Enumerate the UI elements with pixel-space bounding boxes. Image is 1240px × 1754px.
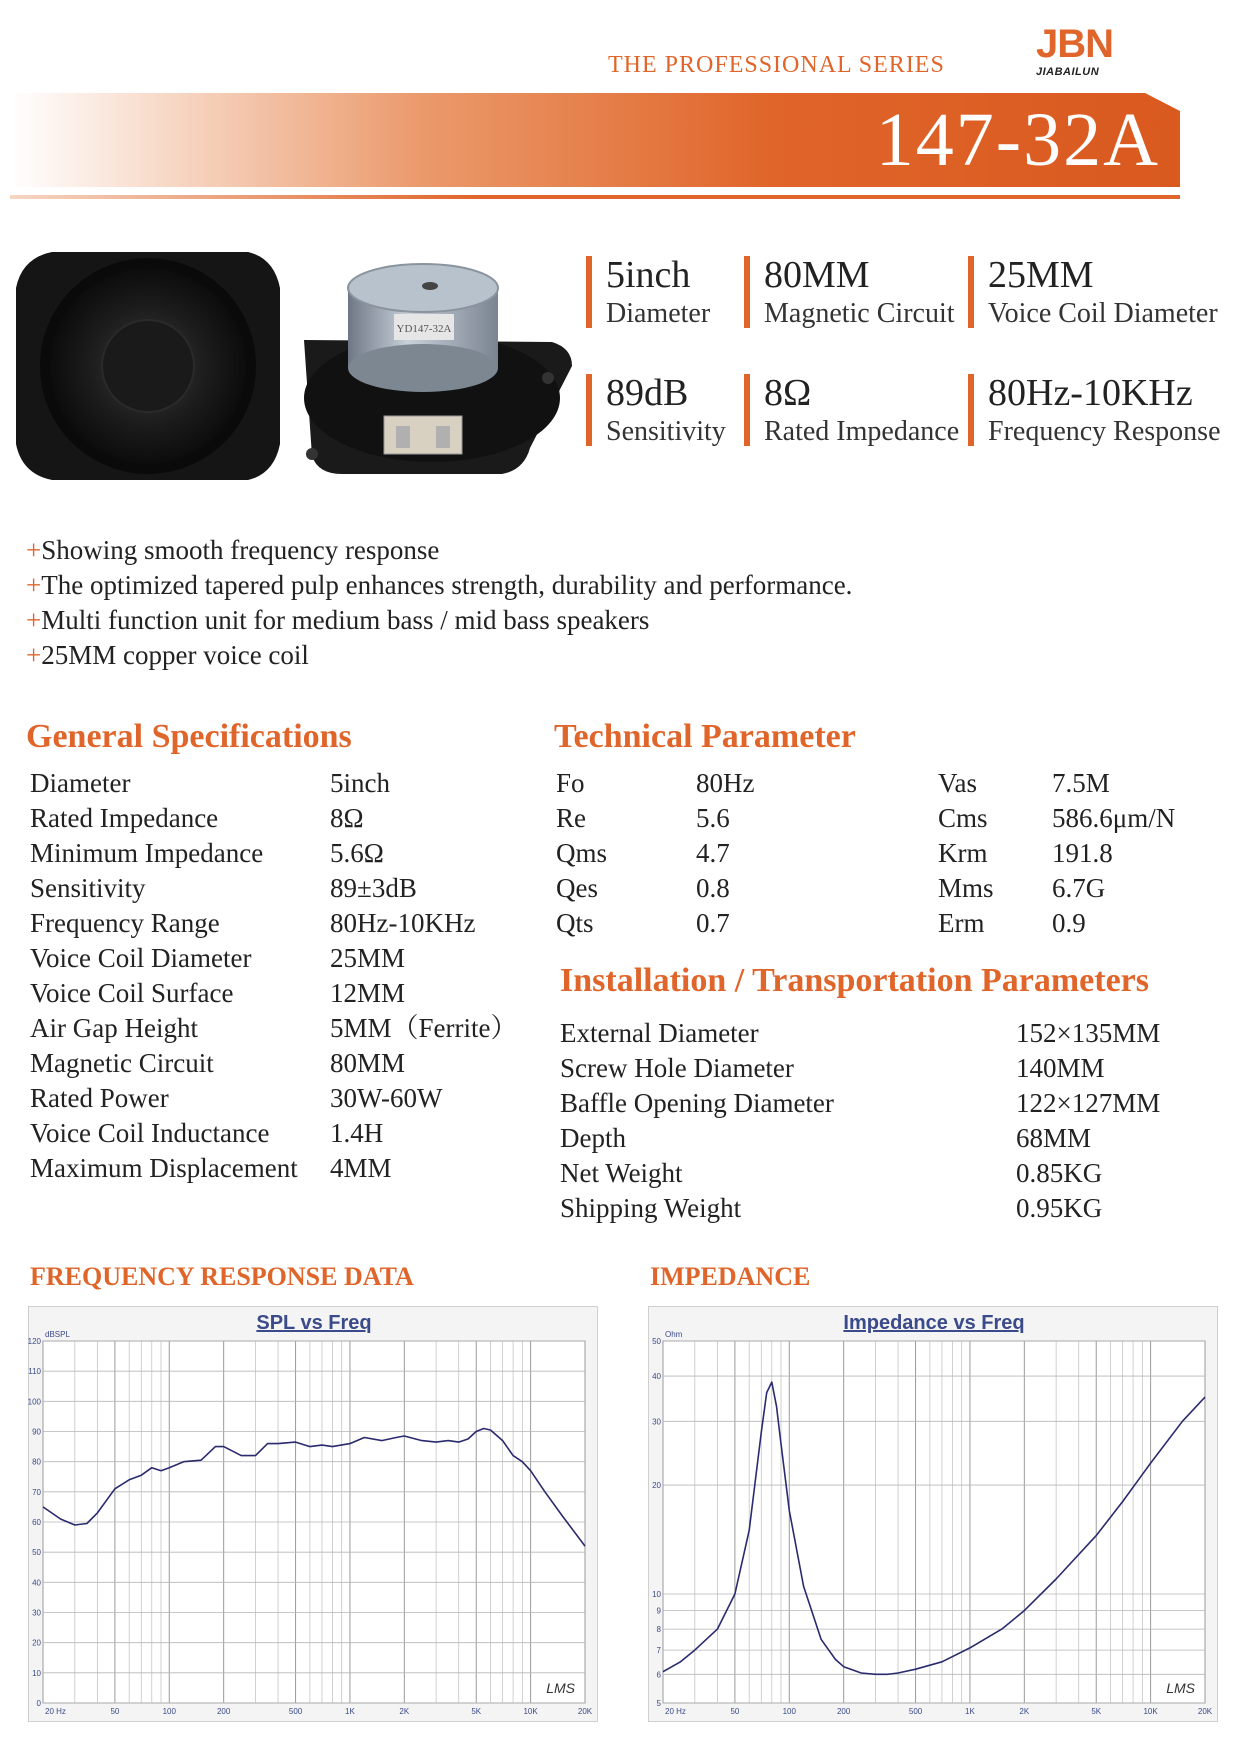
y-tick-label: 7 [656, 1646, 661, 1656]
y-tick-label: 20 [32, 1638, 41, 1648]
x-tick-label: 20 Hz [665, 1707, 686, 1716]
spl-chart-svg [29, 1307, 599, 1723]
installation-table [560, 1016, 1220, 1226]
spec-name: Sensitivity [30, 873, 146, 903]
y-tick-label: 90 [32, 1427, 41, 1437]
y-tick-label: 80 [32, 1457, 41, 1467]
y-tick-label: 70 [32, 1487, 41, 1497]
key-spec-label: Magnetic Circuit [764, 298, 955, 329]
y-tick-label: 40 [32, 1578, 41, 1588]
impedance-chart [648, 1306, 1218, 1722]
spec-value: 25MM [330, 943, 406, 973]
spec-value: 5inch [330, 768, 390, 798]
table-row [30, 766, 530, 801]
spec-value: 5MM（Ferrite） [330, 1013, 518, 1043]
key-spec-label: Diameter [606, 298, 711, 329]
brand-logo [1036, 24, 1146, 80]
key-spec-diameter [586, 256, 710, 328]
spec-value: 8Ω [330, 803, 364, 833]
general-specs-heading: General Specifications [26, 718, 352, 755]
spec-value: 4MM [330, 1153, 392, 1183]
spec-value: 80Hz-10KHz [330, 908, 476, 938]
table-row [556, 906, 1216, 941]
technical-table [556, 766, 1216, 941]
spec-name: Voice Coil Inductance [30, 1118, 270, 1148]
param-value: 0.8 [696, 873, 730, 903]
param-value: 7.5M [1052, 768, 1110, 798]
plus-icon: + [26, 570, 42, 600]
install-value: 68MM [1016, 1123, 1092, 1153]
install-name: Net Weight [560, 1158, 683, 1188]
y-tick-label: 5 [656, 1699, 661, 1708]
model-number: 147-32A [875, 98, 1160, 182]
impedance-heading: IMPEDANCE [650, 1262, 811, 1291]
spec-name: Frequency Range [30, 908, 220, 938]
param-name: Krm [938, 838, 988, 868]
y-tick-label: 6 [656, 1670, 661, 1680]
spec-name: Diameter [30, 768, 131, 798]
table-row [30, 871, 530, 906]
spl-chart [28, 1306, 598, 1722]
spec-name: Minimum Impedance [30, 838, 264, 868]
x-tick-label: 2K [1019, 1707, 1030, 1716]
x-tick-label: 1K [345, 1707, 355, 1716]
spec-value: 12MM [330, 978, 406, 1008]
key-spec-label: Rated Impedance [764, 416, 960, 447]
key-spec-value: 89dB [606, 372, 689, 414]
y-tick-label: 9 [656, 1606, 661, 1616]
x-tick-label: 10K [523, 1707, 538, 1716]
product-label: YD147-32A [396, 323, 452, 335]
install-name: External Diameter [560, 1018, 759, 1048]
table-row [556, 836, 1216, 871]
param-name: Qes [556, 873, 598, 903]
param-value: 5.6 [696, 803, 730, 833]
series-title: THE PROFESSIONAL SERIES [608, 52, 945, 78]
x-tick-label: 100 [162, 1707, 176, 1716]
param-value: 191.8 [1052, 838, 1113, 868]
key-spec-value: 80Hz-10KHz [988, 372, 1193, 414]
param-value: 4.7 [696, 838, 730, 868]
param-name: Erm [938, 908, 985, 938]
feature-item [26, 638, 852, 673]
spec-value: 5.6Ω [330, 838, 384, 868]
x-tick-label: 200 [836, 1707, 851, 1716]
lms-watermark: LMS [1166, 1680, 1195, 1696]
x-tick-label: 50 [730, 1707, 740, 1716]
feature-item [26, 533, 852, 568]
y-tick-label: 20 [652, 1481, 661, 1491]
y-tick-label: 30 [32, 1608, 41, 1618]
install-name: Shipping Weight [560, 1193, 742, 1223]
table-row [560, 1121, 1220, 1156]
table-row [556, 801, 1216, 836]
key-spec-value: 25MM [988, 254, 1094, 296]
x-tick-label: 200 [216, 1707, 231, 1716]
x-tick-label: 20K [1197, 1707, 1213, 1716]
key-specs [586, 256, 1236, 462]
key-spec-label: Voice Coil Diameter [988, 298, 1218, 329]
x-tick-label: 5K [1091, 1707, 1102, 1716]
spec-value: 30W-60W [330, 1083, 443, 1113]
y-tick-label: 110 [28, 1367, 41, 1377]
key-spec-voice-coil [968, 256, 1218, 328]
x-tick-label: 20 Hz [45, 1707, 66, 1716]
install-value: 0.95KG [1016, 1193, 1103, 1223]
lms-watermark: LMS [546, 1680, 575, 1696]
param-name: Qms [556, 838, 608, 868]
param-value: 0.9 [1052, 908, 1086, 938]
param-value: 0.7 [696, 908, 730, 938]
table-row [30, 1081, 530, 1116]
table-row [30, 906, 530, 941]
frequency-response-heading: FREQUENCY RESPONSE DATA [30, 1262, 414, 1291]
y-tick-label: 50 [32, 1548, 41, 1558]
table-row [30, 941, 530, 976]
y-tick-label: 10 [652, 1590, 661, 1600]
table-row [30, 1116, 530, 1151]
key-spec-rated-impedance [744, 374, 959, 446]
table-row [556, 766, 1216, 801]
spec-name: Voice Coil Diameter [30, 943, 252, 973]
spec-name: Rated Impedance [30, 803, 219, 833]
y-tick-label: 60 [32, 1518, 41, 1527]
feature-list [26, 533, 852, 673]
x-tick-label: 2K [399, 1707, 410, 1716]
x-tick-label: 10K [1143, 1707, 1158, 1716]
feature-text: The optimized tapered pulp enhances strength, durability and performance. [41, 570, 853, 600]
feature-text: Showing smooth frequency response [41, 535, 440, 565]
y-tick-label: 50 [652, 1337, 661, 1346]
banner-underline [10, 195, 1180, 199]
spec-value: 89±3dB [330, 873, 417, 903]
install-name: Screw Hole Diameter [560, 1053, 794, 1083]
key-spec-label: Sensitivity [606, 416, 726, 447]
table-row [560, 1156, 1220, 1191]
brand-mark: JBN [1036, 22, 1114, 66]
param-name: Fo [556, 768, 585, 798]
y-tick-label: 30 [652, 1417, 661, 1427]
plus-icon: + [26, 640, 42, 670]
table-row [30, 801, 530, 836]
installation-heading: Installation / Transportation Parameters [560, 962, 1149, 999]
key-spec-value: 5inch [606, 254, 691, 296]
y-tick-label: 8 [656, 1625, 661, 1635]
y-axis-label: dBSPL [45, 1330, 70, 1339]
plot-area [663, 1341, 1205, 1703]
param-value: 586.6μm/N [1052, 803, 1176, 833]
spec-name: Maximum Displacement [30, 1153, 298, 1183]
key-spec-sensitivity [586, 374, 726, 446]
table-row [30, 1151, 530, 1186]
key-spec-frequency-response [968, 374, 1221, 446]
feature-item [26, 568, 852, 603]
param-name: Cms [938, 803, 988, 833]
install-name: Baffle Opening Diameter [560, 1088, 834, 1118]
table-row [560, 1016, 1220, 1051]
y-tick-label: 40 [652, 1372, 661, 1382]
x-tick-label: 20K [577, 1707, 593, 1716]
y-tick-label: 100 [27, 1397, 41, 1407]
impedance-chart-svg [649, 1307, 1219, 1723]
y-tick-label: 120 [27, 1337, 41, 1346]
table-row [556, 871, 1216, 906]
install-value: 122×127MM [1016, 1088, 1161, 1118]
y-axis-label: Ohm [665, 1330, 683, 1339]
x-tick-label: 500 [908, 1707, 923, 1716]
table-row [560, 1191, 1220, 1226]
spec-value: 80MM [330, 1048, 406, 1078]
key-spec-value: 8Ω [764, 372, 812, 414]
plus-icon: + [26, 535, 42, 565]
param-value: 6.7G [1052, 873, 1106, 903]
plus-icon: + [26, 605, 42, 635]
y-tick-label: 0 [36, 1699, 41, 1708]
feature-item [26, 603, 852, 638]
spec-value: 1.4H [330, 1118, 384, 1148]
feature-text: 25MM copper voice coil [41, 640, 309, 670]
install-value: 152×135MM [1016, 1018, 1161, 1048]
param-name: Re [556, 803, 586, 833]
spec-name: Voice Coil Surface [30, 978, 234, 1008]
key-spec-magnetic-circuit [744, 256, 955, 328]
table-row [30, 1046, 530, 1081]
chart-title: Impedance vs Freq [843, 1312, 1025, 1334]
x-tick-label: 50 [110, 1707, 120, 1716]
key-spec-value: 80MM [764, 254, 870, 296]
spec-name: Magnetic Circuit [30, 1048, 214, 1078]
install-value: 0.85KG [1016, 1158, 1103, 1188]
spec-name: Air Gap Height [30, 1013, 198, 1043]
feature-text: Multi function unit for medium bass / mid bass speakers [41, 605, 650, 635]
key-spec-label: Frequency Response [988, 416, 1221, 447]
table-row [30, 1011, 530, 1046]
general-specs-table [30, 766, 530, 1186]
install-value: 140MM [1016, 1053, 1105, 1083]
param-value: 80Hz [696, 768, 755, 798]
param-name: Qts [556, 908, 594, 938]
x-tick-label: 100 [782, 1707, 796, 1716]
table-row [30, 976, 530, 1011]
speaker-product-photo [12, 248, 582, 484]
chart-title: SPL vs Freq [256, 1312, 372, 1334]
technical-heading: Technical Parameter [554, 718, 856, 755]
x-tick-label: 1K [965, 1707, 975, 1716]
table-row [560, 1086, 1220, 1121]
table-row [560, 1051, 1220, 1086]
param-name: Mms [938, 873, 994, 903]
y-tick-label: 10 [32, 1668, 41, 1678]
install-name: Depth [560, 1123, 626, 1153]
brand-name: JIABAILUN [1036, 66, 1100, 78]
param-name: Vas [938, 768, 977, 798]
x-tick-label: 500 [288, 1707, 303, 1716]
spec-name: Rated Power [30, 1083, 169, 1113]
table-row [30, 836, 530, 871]
x-tick-label: 5K [471, 1707, 482, 1716]
